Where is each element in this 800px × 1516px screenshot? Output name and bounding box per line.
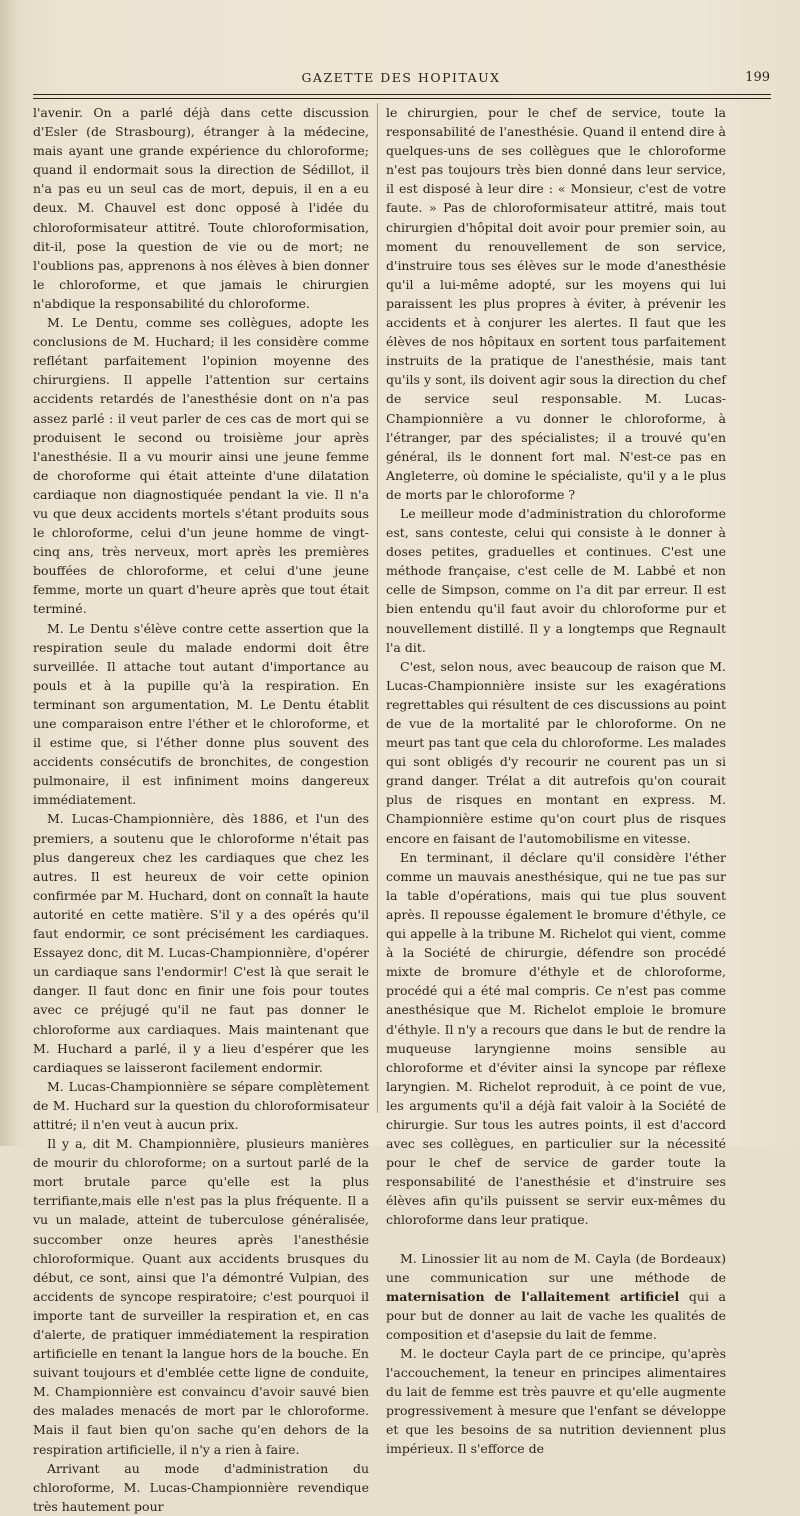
right-column [386,103,726,1459]
cayla-text-before: M. Linossier lit au nom de M. Cayla (de Bordeaux) une communication sur une méthode de [386,1250,726,1285]
paragraph: Arrivant au mode d'administration du chloroforme, M. Lucas-Championnière revendique très hautement pour [33,1460,369,1514]
paragraph: En terminant, il déclare qu'il considère l'éther comme un mauvais anesthésique, qui ne tue pas sur la table d'opérations, mais qui tue plus souvent après. Il repousse également le bromure d'éthyle, ce qui appelle à la tribune M. Richelot qui vient, comme à la Société de chirurgie, défendre son procédé mixte de bromure d'éthyle et de chloroforme, procédé qui a été mal compris. Ce n'est pas comme anesthésique que M. Richelot emploie le bromure d'éthyle. Il n'y a recours que dans le but de rendre la muqueuse laryngienne moins sensible au chloroforme et d'éviter ainsi la syncope par réflexe laryngien. M. Richelot reproduit, à ce point de vue, les arguments qu'il a déjà fait valoir à la Société de chirurgie. Sur tous les autres points, il est d'accord avec ses collègues, en particulier sur la nécessité pour le chef de service de garder toute la responsabilité de l'anesthésie et d'instruire ses élèves afin qu'ils puissent se servir eux-mêmes du chloroforme dans leur pratique. [386,849,726,1228]
paragraph: M. Le Dentu s'élève contre cette assertion que la respiration seule du malade endormi doit être surveillée. Il attache tout autant d'importance au pouls et à la pupille qu'à la respiration. En terminant son argumentation, M. Le Dentu établit une comparaison entre l'éther et le chloroforme, et il estime que, si l'éther donne plus souvent des accidents consécutifs de bronchites, de congestion pulmonaire, il est infiniment moins dangereux immédiatement. [33,620,369,808]
paragraph: Il y a, dit M. Championnière, plusieurs manières de mourir du chloroforme; on a surtout parlé de la mort brutale parce qu'elle est la plus terrifiante,mais elle n'est pas la plus fréquente. Il a vu un malade, atteint de tuberculose généralisée, succomber onze heures après l'anesthésie chloroformique. Quant aux accidents brusques du début, ce sont, ainsi que l'a démontré Vulpian, des accidents de syncope respiratoire; c'est pourquoi il importe tant de surveiller la respiration et, en cas d'alerte, de pratiquer immédiatement la respiration artificielle en tenant la langue hors de la bouche. En suivant toujours et d'emblée cette ligne de conduite, M. Championnière est convaincu d'avoir sauvé bien des malades menacés de mort par le chloroforme. Mais il faut bien qu'on sache qu'en dehors de la respiration artificielle, il n'y a rien à faire. [33,1136,369,1457]
paragraph: Le meilleur mode d'administration du chloroforme est, sans conteste, celui qui consiste à le donner à doses petites, graduelles et continues. C'est une méthode française, c'est celle de M. Labbé et non celle de Simpson, comme on l'a dit par erreur. Il est bien entendu qu'il faut avoir du chloroforme pur et nouvellement distillé. Il y a longtemps que Regnault l'a dit. [386,505,726,655]
paragraph: M. Lucas-Championnière, dès 1886, et l'un des premiers, a soutenu que le chloroforme n'était pas plus dangereux chez les cardiaques que chez les autres. Il est heureux de voir cette opinion confirmée par M. Huchard, dont on connaît la haute autorité en cette matière. S'il y a des opérés qu'il faut endormir, ce sont précisément les cardiaques. Essayez donc, dit M. Lucas-Championnière, d'opérer un cardiaque sans l'endormir! C'est là que serait le danger. Il faut donc en finir une fois pour toutes avec ce préjugé qu'il ne faut pas donner le chloroforme aux cardiaques. Mais maintenant que M. Huchard a parlé, il y a lieu d'espérer que les cardiaques se laisseront facilement endormir. [33,811,369,1075]
paragraph: C'est, selon nous, avec beaucoup de raison que M. Lucas-Championnière insiste sur les exagérations regrettables qui résultent de ces discussions au point de vue de la mortalité par le chloroforme. On ne meurt pas tant que cela du chloroforme. Les malades qui sont obligés d'y recourir ne courent pas un si grand danger. Trélat a dit autrefois qu'on courait plus de risques en montant en express. M. Championnière estime qu'on court plus de risques encore en faisant de l'automobilisme en vitesse. [386,658,726,846]
paragraph: M. le docteur Cayla part de ce principe, qu'après l'accouchement, la teneur en principes alimentaires du lait de femme est très pauvre et qu'elle augmente progressivement à mesure que l'enfant se développe et que les besoins de sa nutrition deviennent plus impérieux. Il s'efforce de [386,1346,726,1457]
paragraph: le chirurgien, pour le chef de service, toute la responsabilité de l'anesthésie. Quand il entend dire à quelques-uns de ses collègues que le chloroforme n'est pas toujours très bien donné dans leur service, il est disposé à leur dire : « Monsieur, c'est de votre faute. » Pas de chloroformisateur attitré, mais tout chirurgien d'hôpital doit avoir pour premier soin, au moment du renouvellement de son service, d'instruire tous ses élèves sur le mode d'anesthésie qu'il a lui-même adopté, sur les moyens qui lui paraissent les plus propres à éviter, à prévenir les accidents et à conjurer les alertes. Il faut que les élèves de nos hôpitaux en sortent tous parfaitement instruits de la pratique de l'anesthésie, mais tant qu'ils y sont, ils doivent agir sous la direction du chef de service seul responsable. M. Lucas-Championnière a vu donner le chloroforme, à l'étranger, par des spécialistes; il a trouvé qu'en général, ils le donnent fort mal. N'est-ce pas en Angleterre, où domine le spécialiste, qu'il y a le plus de morts par le chloroforme ? [386,105,726,502]
left-column [33,103,369,1516]
page-header [30,68,772,92]
cayla-text-after: qui a pour but de donner au lait de vache les qualités de composition et d'asepsie du lait de femme. [386,1288,726,1342]
cayla-paragraph [386,1249,726,1344]
paragraph: M. Lucas-Championnière se sépare complètement de M. Huchard sur la question du chloroformisateur attitré; il n'en veut à aucun prix. [33,1078,369,1132]
paragraph: M. Le Dentu, comme ses collègues, adopte les conclusions de M. Huchard; il les considère comme reflétant parfaitement l'opinion moyenne des chirurgiens. Il appelle l'attention sur certains accidents retardés de l'anesthésie dont on n'a pas assez parlé : il veut parler de ces cas de mort qui se produisent le second ou troisième jour après l'anesthésie. Il a vu mourir ainsi une jeune femme de choroforme qui était atteinte d'une dilatation cardiaque non diagnostiquée pendant la vie. Il n'a vu que deux accidents mortels s'étant produits sous le chloroforme, celui d'un jeune homme de vingt-cinq ans, très nerveux, mort après les premières bouffées de chloroforme, et celui d'une jeune femme, morte un quart d'heure après que tout était terminé. [33,315,369,617]
paragraph: l'avenir. On a parlé déjà dans cette discussion d'Esler (de Strasbourg), étranger à la médecine, mais ayant une grande expérience du chloroforme; quand il endormait sous la direction de Sédillot, il n'a pas eu un seul cas de mort, depuis, il en a eu deux. M. Chauvel est donc opposé à l'idée du chloroformisateur attitré. Toute chloroformisation, dit-il, pose la question de vie ou de mort; ne l'oublions pas, apprenons à nos élèves à bien donner le chloroforme, et que jamais le chirurgien n'abdique la responsabilité du chloroforme. [33,105,369,311]
page-number: 199 [745,70,770,85]
column-divider [377,103,378,1113]
running-head: GAZETTE DES HOPITAUX [301,70,501,85]
header-rule [33,94,771,99]
bold-phrase: maternisation de l'allaitement artificiel [386,1288,680,1304]
